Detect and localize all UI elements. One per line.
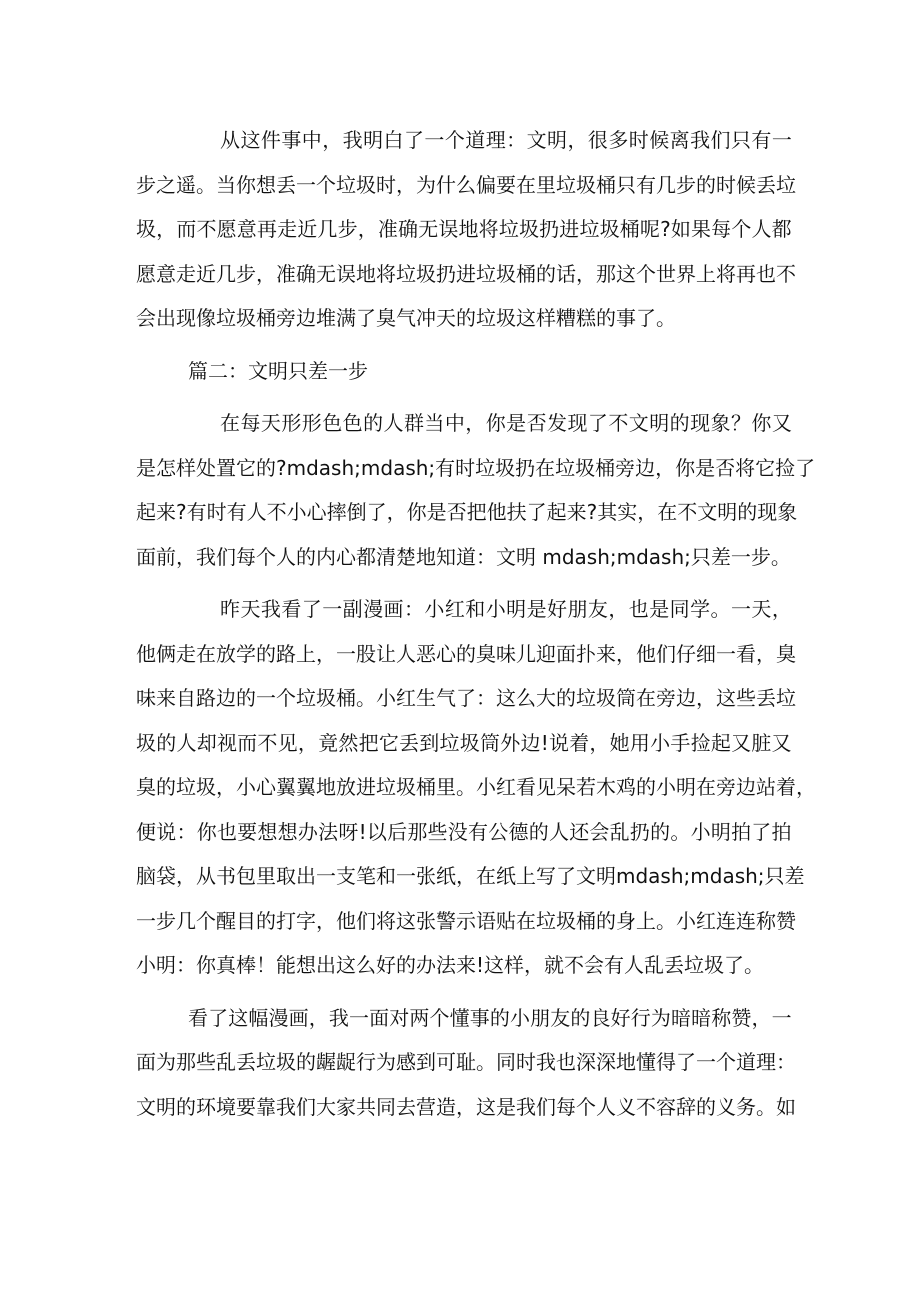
text-line: 味 来 自 路 边 的 一 个 垃 圾 桶 。 小 红 生 气 了 ： 这 么 大 的 垃 圾 筒 在 旁 边 ， 这 些 丢 垃 <box>136 686 796 710</box>
text-line: 昨 天 我 看 了 一 副 漫 画 ： 小 红 和 小 明 是 好 朋 友 ， 也 是 同 学 。 一 天 ， <box>220 597 792 621</box>
text-line: 面前，我们每个人的内心都清楚地知道：文明 mdash;mdash;只差一步。 <box>136 544 791 569</box>
text-line: 便 说 ： 你 也 要 想 想 办 法 呀 ! 以 后 那 些 没 有 公 德 的 人 还 会 乱 扔 的 。 小 明 拍 了 拍 <box>136 819 792 844</box>
text-line: 脑 袋 ， 从 书 包 里 取 出 一 支 笔 和 一 张 纸 ， 在 纸 上 写 了 文 明 mdash;mdash; 只 差 <box>136 864 805 888</box>
text-line: 圾 ， 而 不 愿 意 再 走 近 几 步 ， 准 确 无 误 地 将 垃 圾 扔 进 垃 圾 桶 呢 ? 如 果 每 个 人 都 <box>136 217 792 241</box>
text-line: 文明的环境要靠我们大家共同去营造，这是我们每个人义不容辞的义务。如 <box>136 1094 796 1119</box>
paragraph <box>136 118 796 341</box>
text-line: 愿 意 走 近 几 步 ， 准 确 无 误 地 将 垃 圾 扔 进 垃 圾 桶 的 话 ， 那 这 个 世 界 上 将 再 也 不 <box>136 261 796 286</box>
text-line: 面 为 那 些 乱 丢 垃 圾 的 龌 龊 行 为 感 到 可 耻 。 同 时 我 也 深 深 地 懂 得 了 一 个 道 理 ： <box>136 1050 796 1074</box>
text-line: 圾 的 人 却 视 而 不 见 ， 竟 然 把 它 丢 到 垃 圾 筒 外 边 ! 说 着 ， 她 用 小 手 捡 起 又 脏 又 <box>136 730 792 755</box>
text-line: 臭 的 垃 圾 ， 小 心 翼 翼 地 放 进 垃 圾 桶 里 。 小 红 看 见 呆 若 木 鸡 的 小 明 在 旁 边 站 着 ， <box>136 775 816 799</box>
paragraph <box>136 996 796 1130</box>
paragraph <box>136 587 816 988</box>
text-line: 会出现像垃圾桶旁边堆满了臭气冲天的垃圾这样糟糕的事了。 <box>136 306 676 330</box>
text-line: 在 每 天 形 形 色 色 的 人 群 当 中 ， 你 是 否 发 现 了 不 文 明 的 现 象 ？ 你 又 <box>220 411 792 435</box>
text-line: 一 步 几 个 醒 目 的 打 字 ， 他 们 将 这 张 警 示 语 贴 在 垃 圾 桶 的 身 上 。 小 红 连 连 称 赞 <box>136 908 796 933</box>
text-line: 篇二：文明只差一步 <box>188 358 368 383</box>
text-line: 他 俩 走 在 放 学 的 路 上 ， 一 股 让 人 恶 心 的 臭 味 儿 迎 面 扑 来 ， 他 们 仔 细 一 看 ， 臭 <box>136 641 796 666</box>
text-line: 从 这 件 事 中 ， 我 明 白 了 一 个 道 理 ： 文 明 ， 很 多 时 候 离 我 们 只 有 一 <box>220 128 792 152</box>
paragraph <box>136 349 792 394</box>
paragraph <box>136 401 816 579</box>
text-line: 小明：你真棒！能想出这么好的办法来!这样，就不会有人乱丢垃圾了。 <box>136 953 765 977</box>
text-line: 步 之 遥 。 当 你 想 丢 一 个 垃 圾 时 ， 为 什 么 偏 要 在 里 垃 圾 桶 只 有 几 步 的 时 候 丢 垃 <box>136 172 796 197</box>
text-line: 看 了 这 幅 漫 画 ， 我 一 面 对 两 个 懂 事 的 小 朋 友 的 良 好 行 为 暗 暗 称 赞 ， 一 <box>188 1005 792 1030</box>
document-body <box>136 118 816 1129</box>
text-line: 起 来 ? 有 时 有 人 不 小 心 摔 倒 了 ， 你 是 否 把 他 扶 了 起 来 ? 其 实 ， 在 不 文 明 的 现 象 <box>136 500 798 524</box>
text-line: 是 怎 样 处 置 它 的 ? mdash;mdash; 有 时 垃 圾 扔 在 垃 圾 桶 旁 边 ， 你 是 否 将 它 捡 了 <box>136 455 816 480</box>
